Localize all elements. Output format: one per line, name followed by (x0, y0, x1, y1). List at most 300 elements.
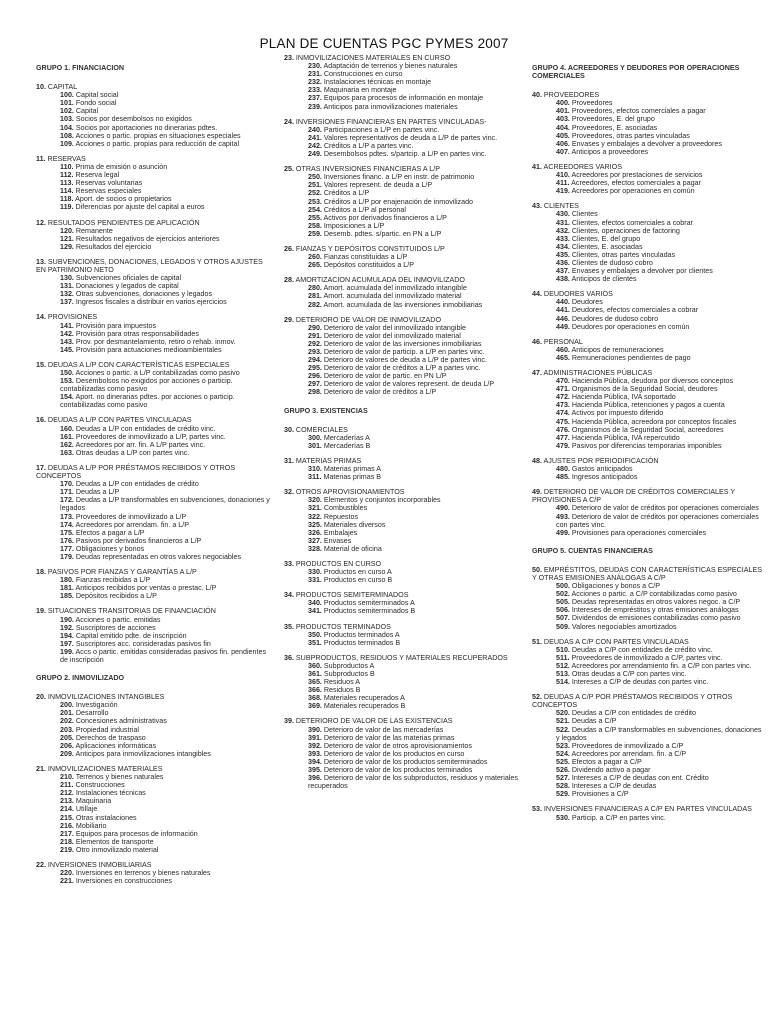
section-number: 17. (36, 463, 46, 472)
account-item (36, 789, 274, 797)
account-name: Socios por desembolsos no exigidos (75, 115, 192, 124)
account-item (532, 504, 764, 512)
account-number: 321. (308, 504, 322, 513)
account-item (36, 99, 274, 107)
account-number: 232. (308, 78, 322, 87)
account-number: 394. (308, 757, 322, 766)
account-number: 160. (60, 424, 74, 433)
account-number: 400. (556, 99, 570, 108)
account-name: Fondo social (75, 99, 117, 108)
account-name: Deterioro de valor del inmovilizado material (323, 331, 461, 340)
account-name: Diferencias por ajuste del capital a euros (75, 203, 205, 212)
account-number: 470. (556, 377, 570, 386)
account-number: 242. (308, 141, 322, 150)
account-number: 237. (308, 94, 322, 103)
section-heading (36, 861, 274, 869)
account-item (36, 187, 274, 195)
section-heading (284, 245, 524, 253)
account-number: 172. (60, 496, 74, 505)
account-item (284, 70, 524, 78)
account-name: Suscriptores acc. consideradas pasivos fin (75, 639, 211, 648)
account-name: Productos terminados A (323, 630, 400, 639)
account-item (284, 496, 524, 504)
section-name: OTROS APROVISIONAMIENTOS (295, 488, 405, 497)
account-name: Proveedores, otras partes vinculadas (571, 131, 690, 140)
section-heading (284, 488, 524, 496)
section-number: 41. (532, 162, 542, 171)
account-number: 328. (308, 544, 322, 553)
account-number: 311. (308, 473, 322, 482)
account-number: 202. (60, 717, 74, 726)
account-name: Proveedores, E. del grupo (571, 115, 655, 124)
account-number: 366. (308, 686, 322, 695)
section-heading (36, 219, 274, 227)
account-number: 473. (556, 401, 570, 410)
account-name: Deterioro de valores de deuda a L/P de partes vinc. (323, 356, 487, 365)
account-item (36, 227, 274, 235)
account-name: Acciones o partic. a C/P contabilizadas como pasivo (571, 590, 737, 599)
account-item (532, 275, 764, 283)
account-name: Anticipos de clientes (571, 275, 637, 284)
account-number: 218. (60, 837, 74, 846)
account-name: Acciones o partic. propias en situaciones especiales (75, 131, 241, 140)
account-number: 131. (60, 282, 74, 291)
account-item (532, 670, 764, 678)
account-item (532, 465, 764, 473)
account-name: Anticipos para inmovilizaciones intangibles (75, 749, 211, 758)
account-item (532, 426, 764, 434)
account-number: 104. (60, 123, 74, 132)
account-section (284, 623, 524, 647)
section-number: 22. (36, 860, 46, 869)
account-number: 472. (556, 393, 570, 402)
account-number: 214. (60, 805, 74, 814)
account-number: 295. (308, 364, 322, 373)
account-item (532, 790, 764, 798)
account-name: Acreedores por arrendamiento fin. a C/P con partes vinc. (571, 661, 752, 670)
account-section (284, 457, 524, 481)
account-item (36, 132, 274, 140)
section-heading (36, 765, 274, 773)
account-name: Aport. de socios o propietarios (75, 195, 172, 204)
account-name: Créditos a L/P por enajenación de inmovilizado (323, 197, 474, 206)
account-item (36, 369, 274, 377)
account-item (36, 140, 274, 148)
account-number: 197. (60, 639, 74, 648)
column-3 (532, 58, 764, 1024)
section-number: 19. (36, 607, 46, 616)
account-number: 177. (60, 544, 74, 553)
section-heading (36, 313, 274, 321)
account-name: Utillaje (75, 805, 98, 814)
account-item (36, 529, 274, 537)
section-heading (284, 54, 524, 62)
section-number: 16. (36, 416, 46, 425)
account-section (36, 219, 274, 251)
account-item (284, 465, 524, 473)
account-section (284, 165, 524, 238)
account-name: Pasivos por derivados financieros a L/P (75, 536, 202, 545)
section-number: 30. (284, 425, 294, 434)
column-2 (284, 54, 524, 1020)
account-item (532, 434, 764, 442)
account-name: Deterioro de valor de las mercaderías (323, 725, 444, 734)
account-number: 203. (60, 725, 74, 734)
section-name: SUBVENCIONES, DONACIONES, LEGADOS Y OTROS AJUSTES EN PATRIMONIO NETO (36, 257, 263, 274)
account-name: Elementos y conjuntos incorporables (323, 496, 441, 505)
account-name: Proveedores, efectos comerciales a pagar (571, 107, 706, 116)
account-name: Hacienda Pública, IVA repercutido (571, 433, 680, 442)
account-number: 194. (60, 631, 74, 640)
section-number: 26. (284, 244, 294, 253)
section-name: DEUDORES VARIOS (543, 290, 613, 299)
account-name: Valores negociables amortizados (571, 622, 677, 631)
account-name: Clientes, operaciones de factoring (571, 226, 680, 235)
account-item (532, 814, 764, 822)
account-item (532, 442, 764, 450)
account-number: 479. (556, 441, 570, 450)
account-name: Clientes, E. asociadas (571, 242, 643, 251)
section-heading (284, 560, 524, 568)
account-item (36, 797, 274, 805)
account-number: 411. (556, 179, 570, 188)
account-name: Fianzas recibidas a L/P (75, 576, 151, 585)
account-name: Provisión para impuestos (75, 321, 157, 330)
section-number: 36. (284, 653, 294, 662)
account-name: Intereses a C/P de deudas (571, 782, 657, 791)
account-number: 102. (60, 107, 74, 116)
account-name: Otras subvenciones, donaciones y legados (75, 290, 213, 299)
account-item (284, 702, 524, 710)
account-number: 390. (308, 725, 322, 734)
account-item (284, 253, 524, 261)
section-name: DETERIORO DE VALOR DE LAS EXISTENCIAS (295, 717, 453, 726)
account-name: Efectos a pagar a L/P (75, 528, 145, 537)
account-item (36, 115, 274, 123)
section-number: 13. (36, 257, 46, 266)
section-name: INVERSIONES FINANCIERAS A C/P EN PARTES VINCULADAS (543, 805, 752, 814)
account-number: 301. (308, 441, 322, 450)
account-item (532, 132, 764, 140)
account-item (36, 869, 274, 877)
account-number: 493. (556, 512, 570, 521)
account-item (36, 624, 274, 632)
group-heading: GRUPO 4. ACREEDORES Y DEUDORES POR OPERACIONES COMERCIALES (532, 64, 740, 81)
account-item (532, 115, 764, 123)
section-heading (36, 361, 274, 369)
account-item (36, 203, 274, 211)
account-number: 465. (556, 353, 570, 362)
account-name: Depósitos recibidos a L/P (75, 592, 157, 601)
section-name: DEUDAS A L/P CON PARTES VINCULADAS (47, 416, 192, 425)
account-name: Mobiliario (75, 821, 107, 830)
account-name: Prima de emisión o asunción (75, 162, 168, 171)
account-section (532, 805, 764, 821)
account-item (284, 537, 524, 545)
account-name: Obligaciones y bonos a C/P (571, 582, 661, 591)
section-name: DETERIORO DE VALOR DE CRÉDITOS COMERCIALES Y PROVISIONES A C/P (532, 488, 736, 505)
account-name: Productos semiterminados A (323, 599, 415, 608)
account-name: Subproductos B (323, 670, 375, 678)
account-name: Clientes de dudoso cobro (571, 258, 653, 267)
account-number: 506. (556, 606, 570, 615)
account-item (284, 173, 524, 181)
account-name: Deudores de dudoso cobro (571, 314, 659, 323)
account-item (284, 434, 524, 442)
account-name: Productos en curso A (323, 568, 392, 577)
account-name: Hacienda Pública, deudora por diversos conceptos (571, 377, 734, 386)
account-number: 101. (60, 99, 74, 108)
account-item (284, 670, 524, 678)
account-item (36, 750, 274, 758)
account-name: Deterioro de valor de los productos terminados (323, 766, 473, 775)
account-name: Intereses a C/P de deudas con partes vinc. (571, 678, 709, 687)
account-name: Acreedores, efectos comerciales a pagar (571, 179, 701, 188)
account-item (284, 181, 524, 189)
account-item (284, 678, 524, 686)
account-item (284, 356, 524, 364)
account-item (36, 377, 274, 393)
account-name: Envases y embalajes a devolver a proveedores (571, 139, 722, 148)
account-number: 293. (308, 348, 322, 356)
section-number: 23. (284, 54, 294, 62)
account-section (284, 654, 524, 711)
account-name: Socios por aportaciones no dinerarias pdtes. (75, 123, 218, 132)
account-number: 233. (308, 86, 322, 95)
account-name: Obligaciones y bonos (75, 544, 145, 553)
account-item (532, 418, 764, 426)
section-number: 21. (36, 764, 46, 773)
account-number: 368. (308, 694, 322, 703)
account-name: Aplicaciones informáticas (75, 741, 157, 750)
account-item (532, 513, 764, 529)
account-item (532, 473, 764, 481)
account-item (284, 103, 524, 111)
group-heading: GRUPO 1. FINANCIACION (36, 64, 125, 72)
account-number: 185. (60, 592, 74, 601)
account-number: 213. (60, 797, 74, 806)
account-name: Acciones o partic. emitidas (75, 615, 161, 624)
account-item (532, 179, 764, 187)
account-name: Proveedores de inmovilizado a L/P (75, 512, 187, 521)
account-section (36, 861, 274, 885)
account-item (36, 709, 274, 717)
account-name: Deudores, efectos comerciales a cobrar (571, 306, 699, 315)
section-heading (36, 568, 274, 576)
account-name: Hacienda Pública, acreedora por conceptos fiscales (571, 417, 737, 426)
account-section (532, 638, 764, 687)
account-item (284, 734, 524, 742)
account-item (532, 750, 764, 758)
section-name: AMORTIZACION ACUMULADA DEL INMOVILIZADO (295, 276, 465, 285)
account-number: 522. (556, 725, 570, 734)
account-name: Otras deudas a C/P con partes vinc. (571, 670, 687, 678)
account-name: Investigación (75, 701, 118, 710)
section-name: INVERSIONES INMOBILIARIAS (47, 860, 152, 869)
section-heading (36, 258, 274, 274)
account-number: 109. (60, 139, 74, 148)
account-section (284, 591, 524, 615)
account-name: Proveedores, E. asociadas (571, 123, 658, 132)
account-name: Reservas especiales (75, 187, 142, 196)
account-item (284, 607, 524, 615)
section-heading (36, 693, 274, 701)
account-name: Productos en curso B (323, 576, 393, 585)
section-name: FIANZAS Y DEPÓSITOS CONSTITUIDOS L/P (295, 244, 445, 253)
account-number: 527. (556, 774, 570, 783)
account-name: Subvenciones oficiales de capital (75, 274, 182, 283)
account-name: Activos por derivados financieros a L/P (323, 213, 447, 222)
account-number: 512. (556, 661, 570, 670)
account-item (36, 648, 274, 664)
account-item (532, 766, 764, 774)
account-item (532, 298, 764, 306)
account-section (284, 560, 524, 584)
account-name: Deterioro de valor de valores represent. de deuda L/P (323, 380, 495, 389)
account-section (284, 426, 524, 450)
account-name: Créditos a L/P (323, 189, 370, 198)
account-item (284, 222, 524, 230)
account-number: 181. (60, 584, 74, 593)
account-number: 174. (60, 520, 74, 529)
account-number: 298. (308, 388, 322, 397)
account-number: 432. (556, 226, 570, 235)
account-name: Provisión para otras responsabilidades (75, 329, 199, 338)
account-name: Deterioro de valor de créditos a L/P (323, 388, 437, 397)
account-number: 260. (308, 253, 322, 262)
account-name: Participaciones a L/P en partes vinc. (323, 125, 440, 134)
account-number: 175. (60, 528, 74, 537)
account-name: Deterioro de valor del inmovilizado intangible (323, 323, 466, 332)
column-1 (36, 58, 274, 1024)
section-heading (284, 426, 524, 434)
account-item (532, 678, 764, 686)
account-number: 211. (60, 781, 74, 790)
section-number: 31. (284, 456, 294, 465)
account-item (532, 251, 764, 259)
account-item (284, 521, 524, 529)
account-item (532, 709, 764, 717)
account-number: 217. (60, 829, 74, 838)
section-name: AJUSTES POR PERIODIFICACIÓN (543, 456, 659, 465)
account-section (36, 607, 274, 664)
account-number: 280. (308, 284, 322, 293)
account-name: Instalaciones técnicas (75, 789, 146, 798)
account-item (36, 322, 274, 330)
account-section (532, 488, 764, 537)
account-number: 291. (308, 331, 322, 340)
account-number: 120. (60, 226, 74, 235)
account-section (532, 163, 764, 195)
account-number: 441. (556, 306, 570, 315)
account-number: 510. (556, 645, 570, 654)
account-number: 241. (308, 133, 322, 142)
account-name: Construcciones en curso (323, 70, 403, 79)
account-number: 325. (308, 520, 322, 529)
account-item (532, 346, 764, 354)
account-name: Productos semiterminados B (323, 607, 416, 616)
account-name: Maquinaria en montaje (323, 86, 397, 95)
account-name: Deterioro de valor de créditos por operaciones comerciales con partes vinc. (556, 512, 759, 529)
account-item (36, 805, 274, 813)
account-name: Activos por impuesto diferido (571, 409, 664, 418)
section-name: DEUDAS A L/P POR PRÉSTAMOS RECIBIDOS Y OTROS CONCEPTOS (36, 463, 236, 481)
account-item (284, 388, 524, 396)
account-section (532, 338, 764, 362)
account-item (36, 496, 274, 512)
account-number: 410. (556, 171, 570, 180)
account-name: Suscriptores de acciones (75, 623, 156, 632)
account-item (532, 354, 764, 362)
account-number: 460. (556, 345, 570, 354)
section-heading (532, 91, 764, 99)
section-heading (532, 693, 764, 709)
account-number: 438. (556, 275, 570, 284)
account-name: Mercaderías B (323, 441, 371, 450)
account-item (532, 219, 764, 227)
section-name: INVERSIONES FINANCIERAS EN PARTES VINCULADAS- (295, 117, 487, 126)
account-item (36, 124, 274, 132)
account-number: 129. (60, 242, 74, 251)
account-name: Anticipos recibidos por ventas o prestac. L/P (75, 584, 217, 593)
account-number: 221. (60, 877, 74, 886)
section-number: 39. (284, 717, 294, 726)
account-name: Residuos A (323, 678, 361, 687)
account-name: Accs o partic. emitidas consideradas pasivos fin. pendientes de inscripción (60, 647, 267, 664)
section-heading (284, 316, 524, 324)
account-item (36, 346, 274, 354)
account-number: 215. (60, 813, 74, 822)
account-number: 205. (60, 733, 74, 742)
section-number: 24. (284, 117, 294, 126)
account-number: 407. (556, 147, 570, 156)
account-item (36, 537, 274, 545)
section-heading (284, 276, 524, 284)
account-item (532, 598, 764, 606)
account-number: 401. (556, 107, 570, 116)
account-number: 419. (556, 187, 570, 196)
account-name: Organismos de la Seguridad Social, deudores (571, 385, 718, 394)
account-item (284, 599, 524, 607)
account-name: Deudas representadas en otros valores negoc. a C/P (571, 598, 741, 607)
section-number: 46. (532, 337, 542, 346)
section-number: 40. (532, 91, 542, 100)
section-name: OTRAS INVERSIONES FINANCIERAS A L/P (295, 165, 440, 174)
account-item (532, 654, 764, 662)
account-section (36, 765, 274, 854)
account-number: 360. (308, 661, 322, 670)
account-item (36, 171, 274, 179)
account-item (284, 150, 524, 158)
account-item (532, 99, 764, 107)
account-section (36, 693, 274, 758)
account-name: Particip. a C/P en partes vinc. (571, 813, 666, 822)
section-number: 12. (36, 218, 46, 227)
account-name: Acreedores por arrendam. fin. a L/P (75, 520, 190, 529)
account-item (532, 267, 764, 275)
account-number: 292. (308, 339, 322, 348)
account-item (532, 393, 764, 401)
account-number: 525. (556, 757, 570, 766)
account-item (284, 284, 524, 292)
section-number: 32. (284, 488, 294, 497)
account-number: 163. (60, 448, 74, 457)
section-heading (532, 290, 764, 298)
group-heading: GRUPO 5. CUENTAS FINANCIERAS (532, 546, 653, 555)
account-item (532, 726, 764, 742)
account-item (284, 750, 524, 758)
account-number: 210. (60, 773, 74, 782)
